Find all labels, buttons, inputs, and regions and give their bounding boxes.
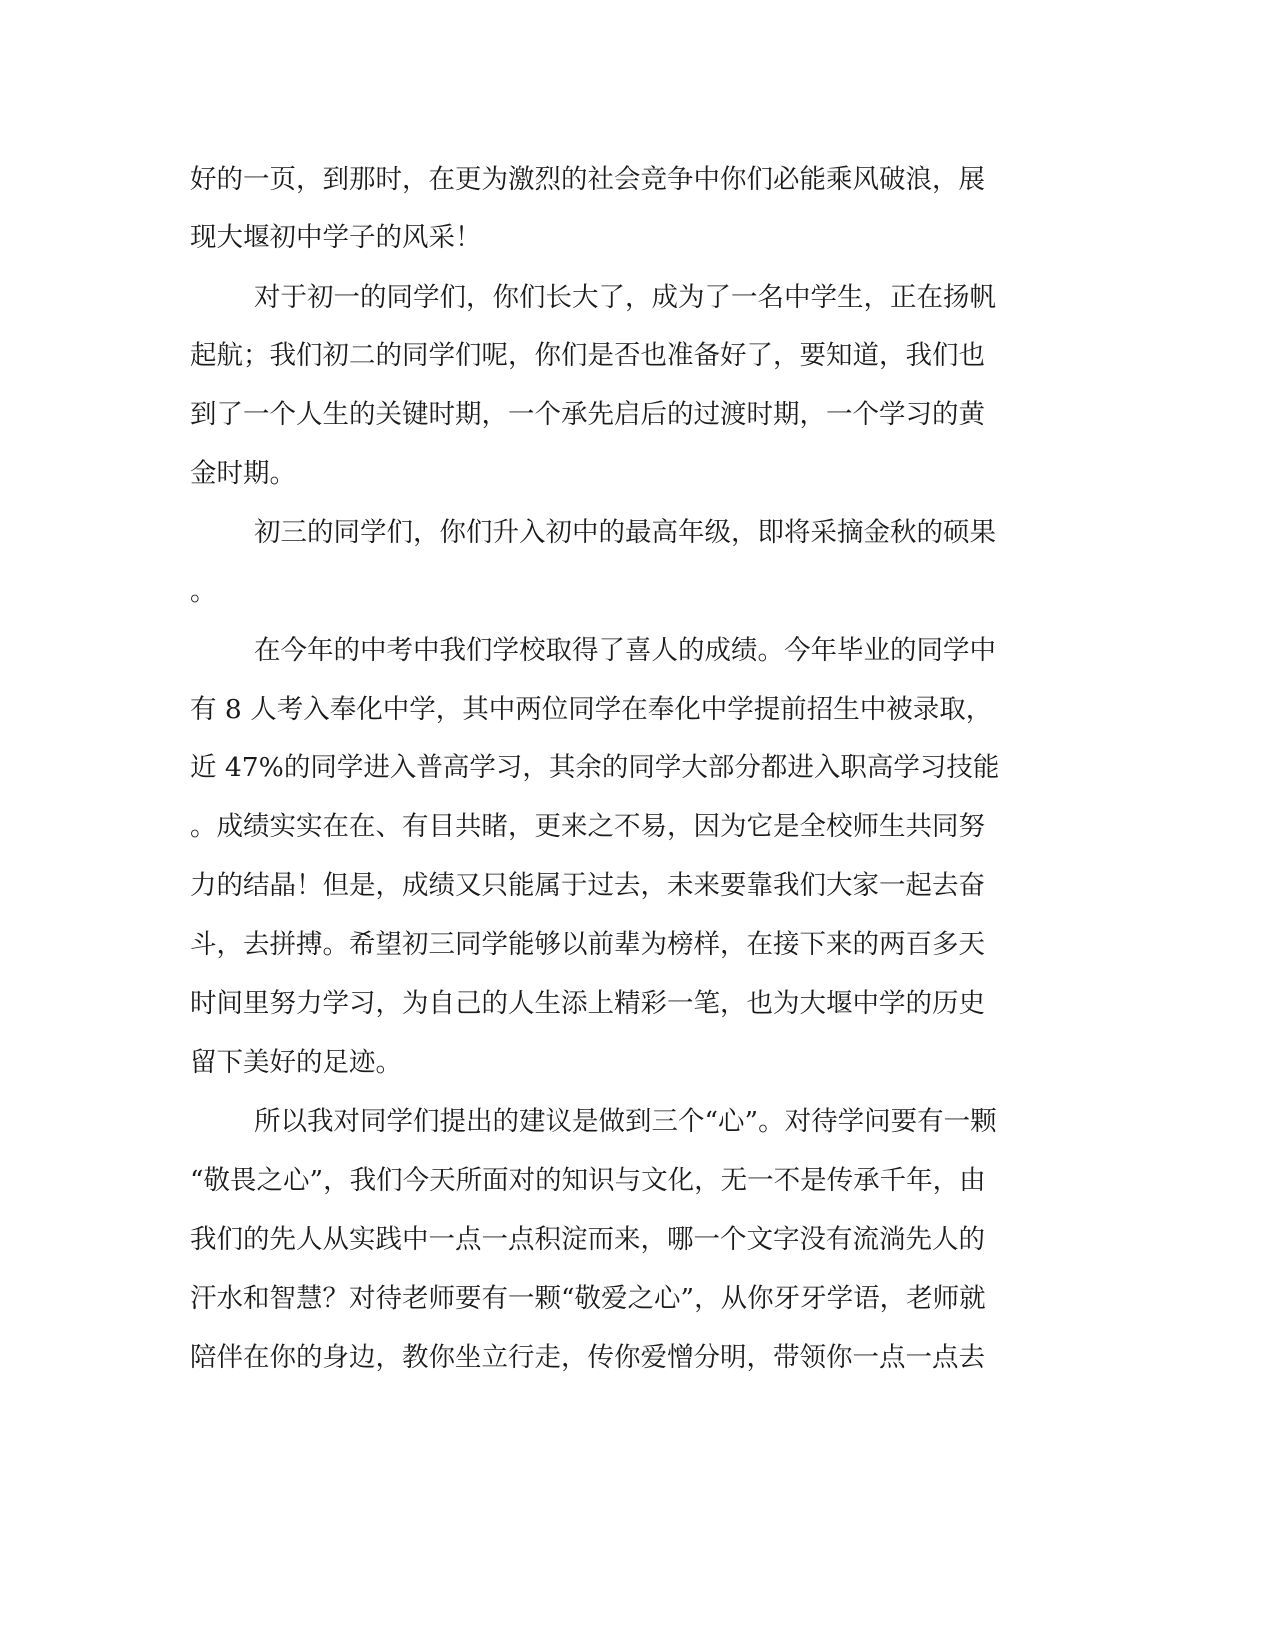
text-line: 现大堰初中学子的风采！ (190, 222, 482, 253)
text-line: 汗水和智慧？对待老师要有一颗“敬爱之心”，从你牙牙学语，老师就 (190, 1283, 986, 1314)
text-line: 留下美好的足迹。 (190, 1047, 402, 1078)
text-line: 金时期。 (190, 458, 296, 489)
text-line: 力的结晶！但是，成绩又只能属于过去，未来要靠我们大家一起去奋 (190, 870, 985, 901)
text-line: 在今年的中考中我们学校取得了喜人的成绩。今年毕业的同学中 (254, 635, 996, 666)
text-line: 对于初一的同学们，你们长大了，成为了一名中学生，正在扬帆 (254, 282, 996, 313)
text-line: “敬畏之心”，我们今天所面对的知识与文化，无一不是传承千年，由 (190, 1165, 986, 1196)
text-line: 我们的先人从实践中一点一点积淀而来，哪一个文字没有流淌先人的 (190, 1224, 985, 1255)
text-line: 。成绩实实在在、有目共睹，更来之不易，因为它是全校师生共同努 (190, 811, 985, 842)
text-line: 好的一页，到那时，在更为激烈的社会竞争中你们必能乘风破浪，展 (190, 164, 985, 195)
text-line: 近 47%的同学进入普高学习，其余的同学大部分都进入职高学习技能 (190, 752, 1000, 783)
text-line: 陪伴在你的身边，教你坐立行走，传你爱憎分明，带领你一点一点去 (190, 1342, 985, 1373)
text-line: 到了一个人生的关键时期，一个承先启后的过渡时期，一个学习的黄 (190, 399, 985, 430)
text-line: 时间里努力学习，为自己的人生添上精彩一笔，也为大堰中学的历史 (190, 988, 985, 1019)
text-line: 斗，去拼搏。希望初三同学能够以前辈为榜样，在接下来的两百多天 (190, 929, 985, 960)
text-line: 起航；我们初二的同学们呢，你们是否也准备好了，要知道，我们也 (190, 340, 985, 371)
text-line: 初三的同学们，你们升入初中的最高年级，即将采摘金秋的硕果 (254, 517, 996, 548)
text-line: 有 8 人考入奉化中学，其中两位同学在奉化中学提前招生中被录取， (190, 694, 993, 725)
text-line: 。 (190, 576, 217, 607)
text-line: 所以我对同学们提出的建议是做到三个“心”。对待学问要有一颗 (254, 1106, 997, 1137)
